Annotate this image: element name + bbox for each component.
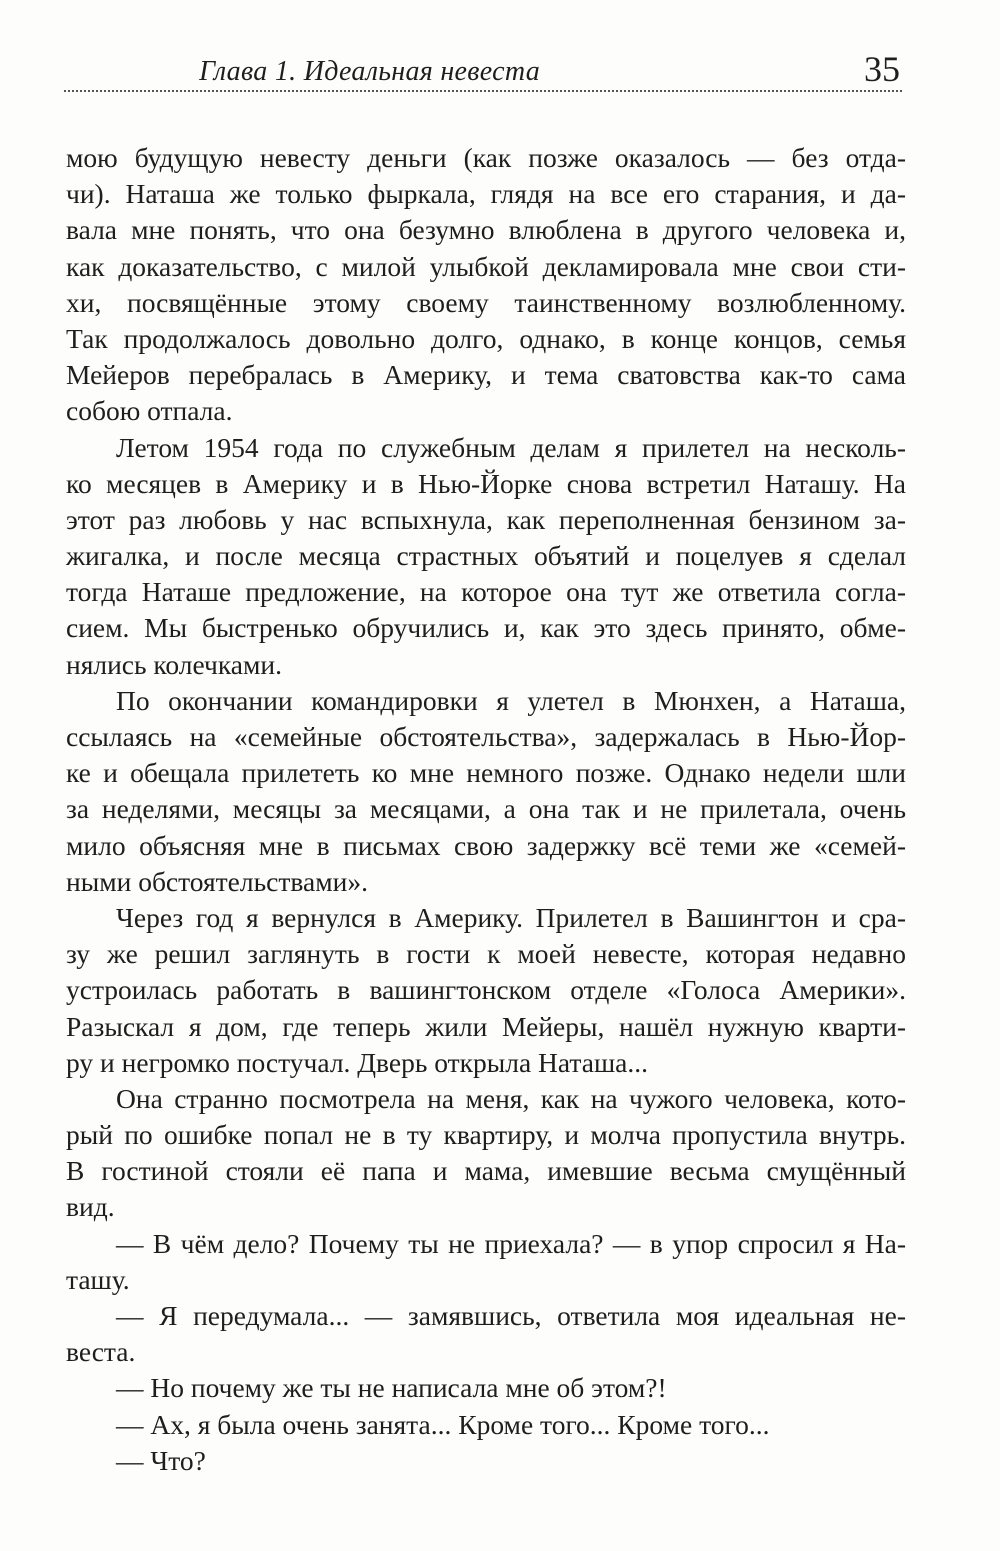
text-line: ташу. [66, 1263, 130, 1295]
text-line: нялись колечками. [66, 648, 282, 680]
text-line: ру и негромко постучал. Дверь открыла Наташа... [66, 1046, 648, 1078]
text-line: ссылаясь на «семейные обстоятельства», задержалась в Нью-Йор- [66, 721, 906, 752]
page-number: 35 [864, 49, 900, 89]
text-line: за неделями, месяцы за месяцами, а она так и не прилетала, очень [66, 793, 906, 825]
text-line: рый по ошибке попал не в ту квартиру, и молча пропустила внутрь. [66, 1119, 906, 1151]
text-line: Разыскал я дом, где теперь жили Мейеры, нашёл нужную кварти- [66, 1010, 906, 1042]
text-line: Она странно посмотрела на меня, как на чужого человека, кото- [116, 1082, 906, 1114]
text-line: как доказательство, с милой улыбкой декламировала мне свои сти- [66, 250, 906, 282]
text-line: зу же решил заглянуть в гости к моей невесте, которая недавно [66, 938, 906, 970]
text-line: ко месяцев в Америку и в Нью-Йорке снова встретил Наташу. На [66, 467, 906, 499]
running-header [64, 49, 902, 92]
chapter-title: Глава 1. Идеальная невеста [199, 56, 540, 87]
text-line: По окончании командировки я улетел в Мюнхен, а Наташа, [116, 684, 906, 716]
text-line: — Я передумала... — замявшись, ответила моя идеальная не- [116, 1300, 906, 1331]
text-line: — В чём дело? Почему ты не приехала? — в упор спросил я На- [116, 1227, 906, 1259]
text-line: мою будущую невесту деньги (как позже оказалось — без отда- [66, 142, 906, 173]
text-line: вала мне понять, что она безумно влюблена в другого человека и, [66, 214, 906, 246]
text-line: В гостиной стояли её папа и мама, имевшие весьма смущённый [66, 1155, 906, 1187]
text-line: ными обстоятельствами». [66, 865, 368, 897]
text-line: Через год я вернулся в Америку. Прилетел в Вашингтон и сра- [116, 901, 906, 933]
text-line: сием. Мы быстренько обручились и, как это здесь принято, обме- [66, 612, 906, 644]
text-line: — Что? [116, 1444, 206, 1476]
text-line: собою отпала. [66, 395, 233, 427]
text-line: Так продолжалось довольно долго, однако, в конце концов, семья [66, 322, 906, 354]
text-line: тогда Наташе предложение, на которое она тут же ответила согла- [66, 576, 906, 608]
text-line: ке и обещала прилететь ко мне немного позже. Однако недели шли [66, 757, 906, 789]
text-line: — Ах, я была очень занята... Кроме того... Кроме того... [116, 1408, 770, 1440]
body-text [66, 140, 906, 1479]
text-line: чи). Наташа же только фыркала, глядя на все его старания, и да- [66, 178, 906, 210]
text-line: жигалка, и после месяца страстных объятий и поцелуев я сделал [66, 540, 906, 572]
text-line: вид. [66, 1191, 115, 1223]
text-line: Мейеров перебралась в Америку, и тема сватовства как-то сама [66, 359, 906, 391]
text-line: мило объясняя мне в письмах свою задержку всё теми же «семей- [66, 829, 906, 861]
text-line: хи, посвящённые этому своему таинственному возлюбленному. [66, 286, 906, 318]
text-line: веста. [66, 1336, 136, 1368]
text-line: — Но почему же ты не написала мне об этом?! [116, 1372, 667, 1404]
text-line: этот раз любовь у нас вспыхнула, как переполненная бензином за- [66, 503, 906, 535]
text-line: устроилась работать в вашингтонском отделе «Голоса Америки». [66, 974, 906, 1006]
header-dotted-rule [64, 90, 902, 92]
text-line: Летом 1954 года по служебным делам я прилетел на несколь- [116, 431, 906, 463]
